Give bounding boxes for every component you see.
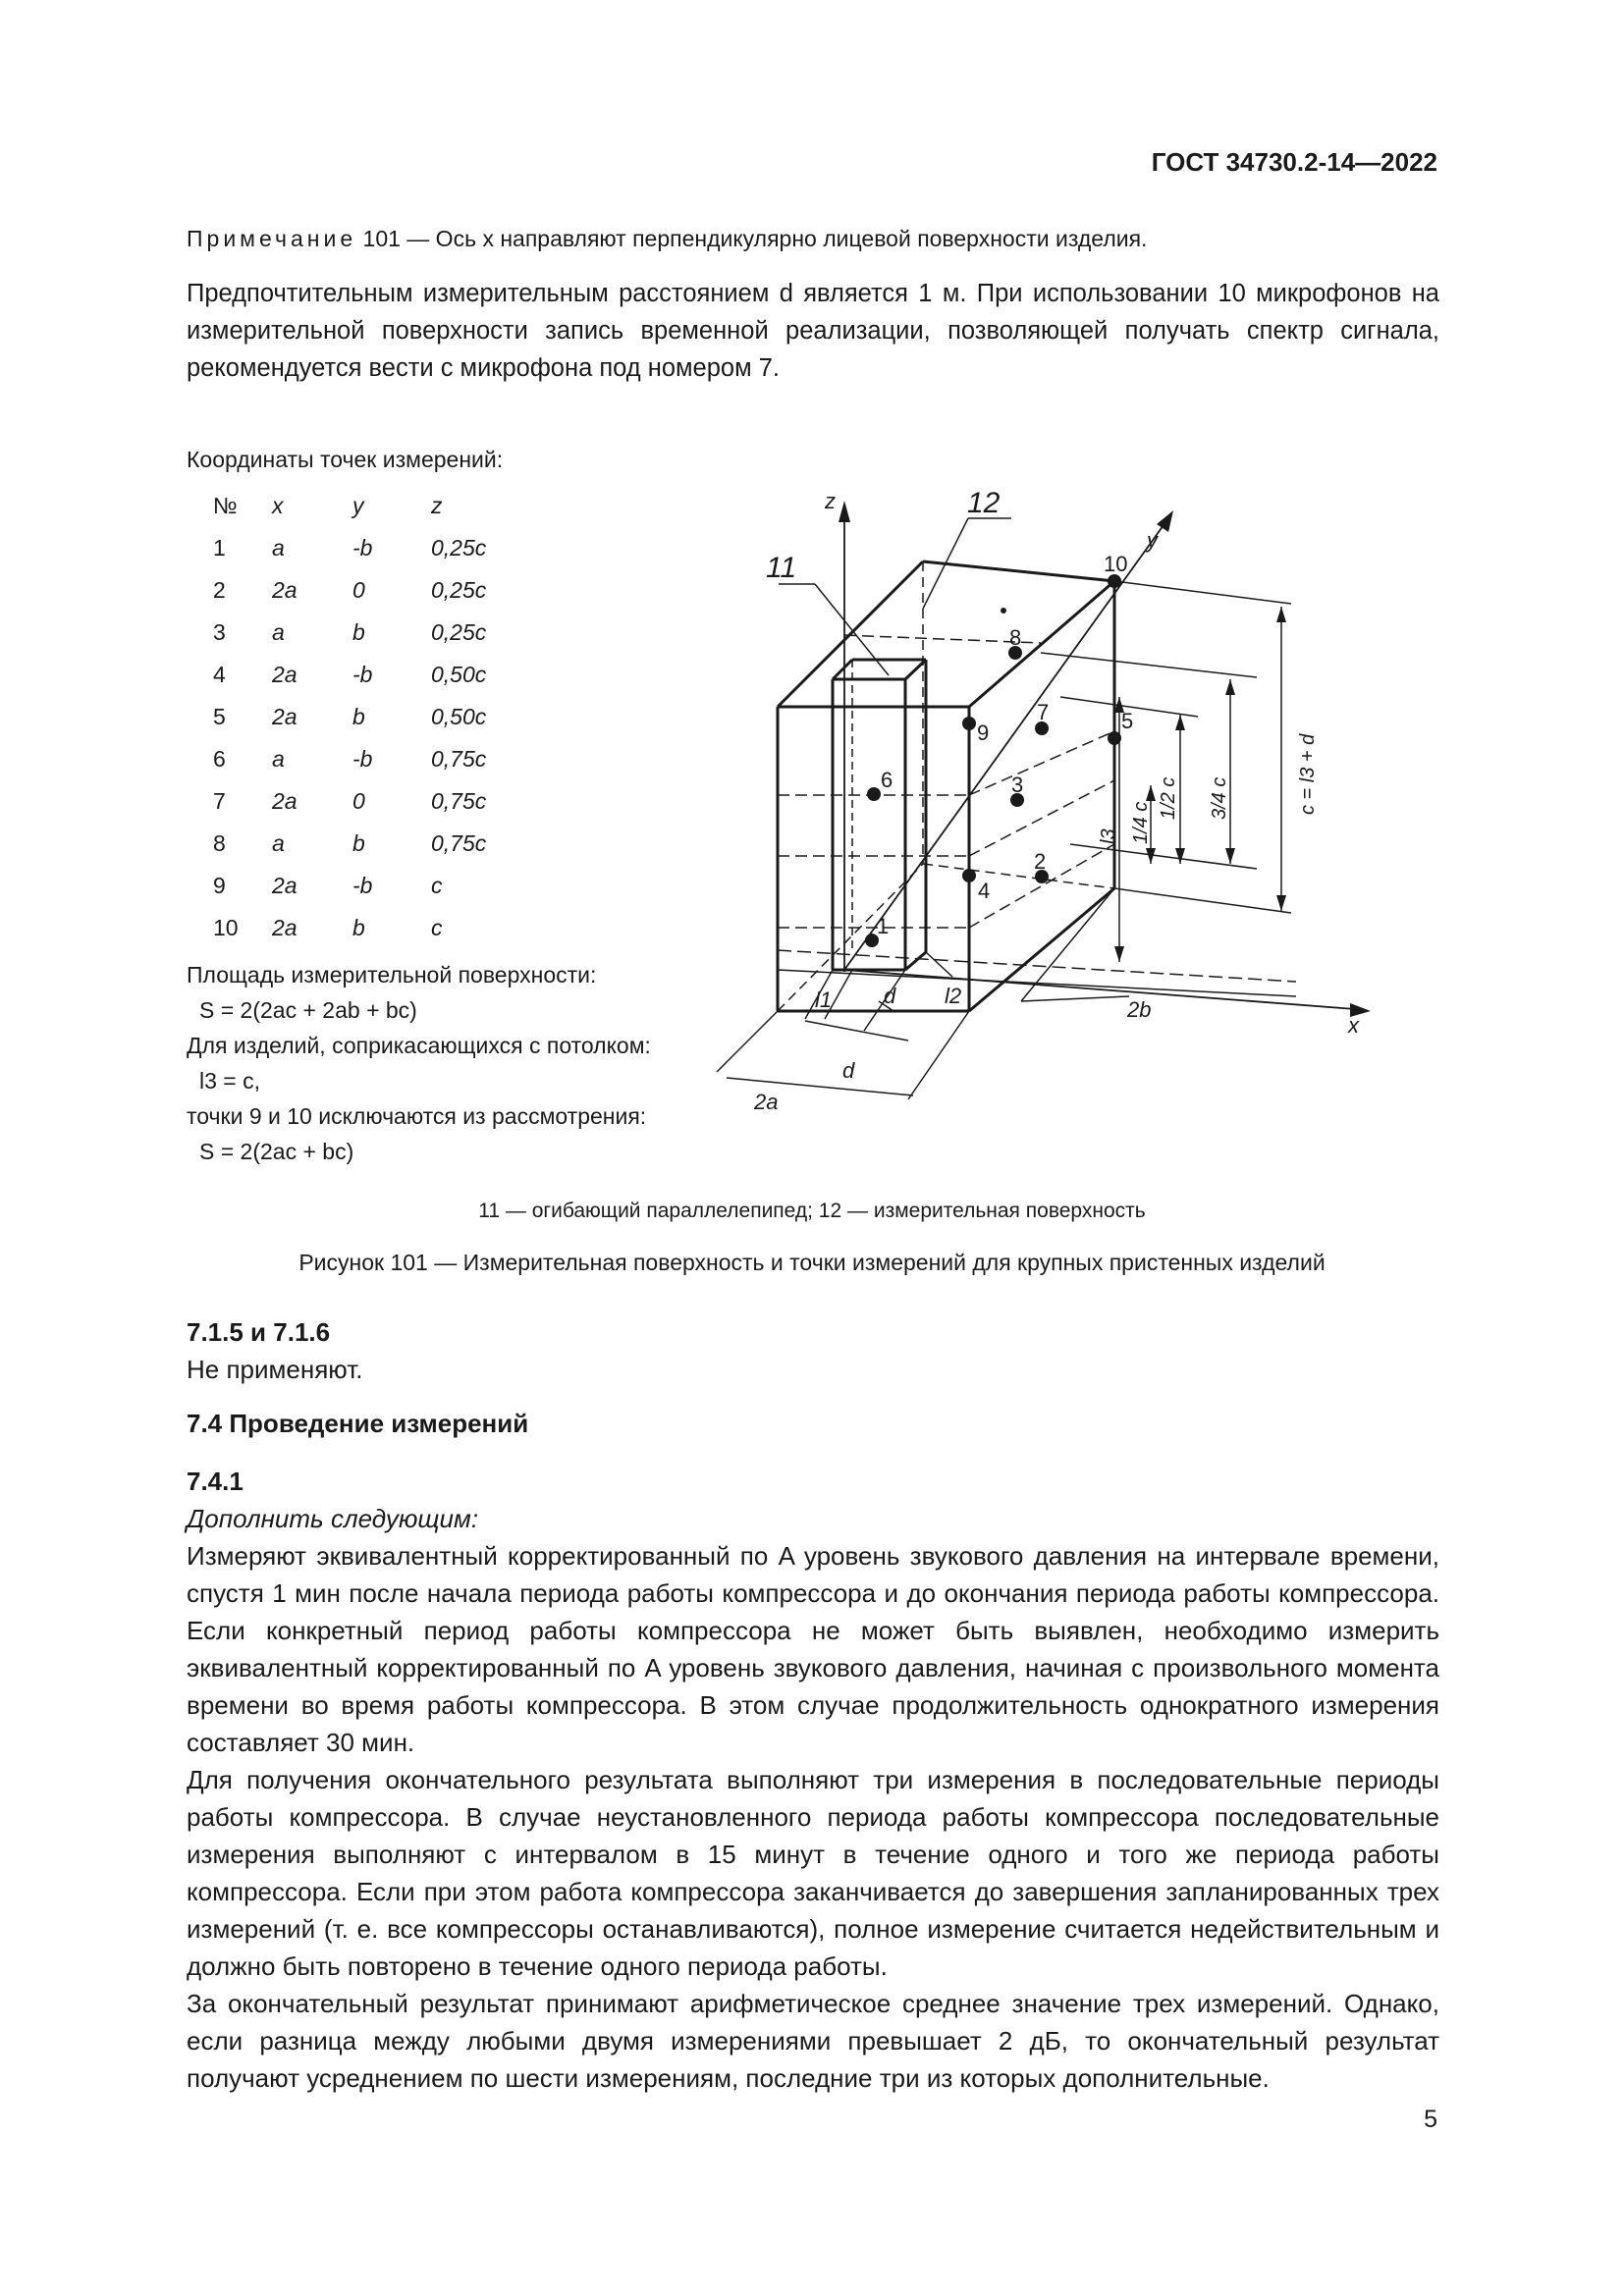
dim-l3-label: l3 xyxy=(1098,828,1119,844)
coordinates-row xyxy=(213,654,486,696)
coordinates-header-row xyxy=(213,485,486,527)
side-level-3q xyxy=(969,731,1114,795)
arrow-c-top xyxy=(1276,607,1286,622)
coordinates-cell: 3 xyxy=(213,619,226,645)
coordinates-cell: 2a xyxy=(272,915,298,940)
area-formula-1: S = 2(2ac + 2ab + bc) xyxy=(199,997,417,1023)
coordinates-cell: a xyxy=(272,535,285,561)
label-point-10: 10 xyxy=(1104,552,1128,576)
coordinates-cell: b xyxy=(352,619,365,645)
coordinates-cell: c xyxy=(431,915,443,940)
section-7-4-1 xyxy=(187,1463,1439,2097)
coordinates-row xyxy=(213,569,486,612)
y-axis-arrow xyxy=(1157,510,1173,532)
coordinates-cell: 2 xyxy=(213,577,226,603)
axis-x-label: x xyxy=(1348,1013,1359,1038)
axis-y-label: y xyxy=(1147,528,1158,553)
page-number: 5 xyxy=(1424,2106,1437,2133)
coordinates-cell: 0,25c xyxy=(431,535,487,561)
coordinates-cell: c xyxy=(431,873,443,898)
dim-2b-leader xyxy=(1021,996,1129,1001)
paragraph-preferred-distance: Предпочтительным измерительным расстоянием d является 1 м. При использовании 10 микрофонов на измерительной поверхности запись временной реализации, позволяющей получать спектр сигнала, рекомендуется вести с микрофона под номером 7. xyxy=(187,280,1439,382)
dim-quarter-label: 1/4 c xyxy=(1130,801,1152,844)
section-7-4-1-paragraph-1: Измеряют эквивалентный корректированный по A уровень звукового давления на интервале времени, спустя 1 мин после начала периода работы компрессора и до окончания периода работы компрессора. Если конкретный период работы компрессора не может быть выявлен, необходимо измерить эквивалентный корректированный по A уровень звукового давления, начиная с произвольного момента времени во время работы компрессора. В этом случае продолжительность однократного измерения составляет 30 мин. xyxy=(187,1541,1439,1757)
coordinates-cell: 0,75c xyxy=(431,830,487,856)
section-7-4-1-number: 7.4.1 xyxy=(187,1467,244,1496)
label-point-6: 6 xyxy=(881,768,893,792)
figure-legend: 11 — огибающий параллелепипед; 12 — измерительная поверхность xyxy=(478,1200,1146,1222)
coordinates-cell: 5 xyxy=(213,704,226,729)
point-6 xyxy=(867,787,881,801)
coordinates-cell: 7 xyxy=(213,788,226,814)
section-7-4-1-paragraph-2: Для получения окончательного результата выполняют три измерения в последовательные периоды работы компрессора. В случае неустановленного периода работы компрессора последовательные измерения выполняют с интервалом в 15 минут в течение одного и того же периода работы компрессора. Если при этом работа компрессора заканчивается до завершения запланированных трех измерений (т. е. все компрессоры останавливаются), полное измерение считается недействительным и должно быть повторено в течение одного периода работы. xyxy=(187,1765,1439,1981)
coordinates-row xyxy=(213,738,486,780)
hidden-bottom-back-edge xyxy=(923,864,1114,888)
point-5 xyxy=(1108,731,1121,745)
dim-l2-label: l2 xyxy=(945,984,962,1008)
box-bottom-right-edge xyxy=(969,888,1114,1011)
coordinates-cell: a xyxy=(272,619,285,645)
coordinates-row xyxy=(213,612,486,654)
arrow-half-top xyxy=(1175,715,1185,730)
coordinates-cell: -b xyxy=(352,662,373,687)
side-level-half xyxy=(969,780,1114,856)
dim-d-upper-label: d xyxy=(884,984,896,1008)
document-header: ГОСТ 34730.2-14—2022 xyxy=(1151,147,1437,177)
point-10 xyxy=(1108,574,1121,588)
arrow-c-bottom xyxy=(1276,895,1286,911)
coordinates-block xyxy=(187,447,503,949)
dim-2a-label: 2a xyxy=(754,1090,779,1114)
coordinates-cell: 0,50c xyxy=(431,704,487,729)
envelope-bottom-right xyxy=(905,952,926,970)
label-point-9: 9 xyxy=(977,721,990,745)
ext-3q xyxy=(1041,653,1257,677)
coordinates-header-cell: z xyxy=(431,493,443,518)
dim-c-label: c = l3 + d xyxy=(1297,733,1319,815)
area-formulas xyxy=(187,957,651,1169)
label-point-1: 1 xyxy=(877,914,890,938)
surface-marker-dot xyxy=(1001,608,1006,614)
area-title: Площадь измерительной поверхности: xyxy=(187,962,597,988)
dim-d-bottom-line xyxy=(805,1021,908,1041)
label-point-3: 3 xyxy=(1011,773,1024,797)
coordinates-title: Координаты точек измерений: xyxy=(187,447,504,472)
figure-caption: Рисунок 101 — Измерительная поверхность и точки измерений для крупных пристенных изделий xyxy=(298,1250,1326,1275)
section-7-1-5 xyxy=(187,1313,362,1388)
coordinates-cell: 10 xyxy=(213,915,239,940)
dim-2b-label: 2b xyxy=(1127,997,1152,1022)
coordinates-row xyxy=(213,865,486,907)
arrow-3q-top xyxy=(1225,679,1235,695)
coordinates-header-cell: y xyxy=(352,493,364,518)
section-7-4-1-intro: Дополнить следующим: xyxy=(187,1504,479,1533)
dim-l1-label: l1 xyxy=(815,988,833,1012)
coordinates-cell: 2a xyxy=(272,577,298,603)
arrow-l3-bottom xyxy=(1114,946,1124,962)
arrow-3q-bottom xyxy=(1225,848,1235,864)
measurement-surface-figure xyxy=(687,432,1394,1158)
coordinates-cell: b xyxy=(352,830,365,856)
axis-z-label: z xyxy=(825,489,836,513)
note-label: Примечание xyxy=(187,226,357,251)
box-top-right-edge xyxy=(969,581,1114,707)
section-7-1-5-text: Не применяют. xyxy=(187,1355,363,1384)
coordinates-row xyxy=(213,527,486,569)
ceiling-title: Для изделий, соприкасающихся с потолком: xyxy=(187,1033,651,1058)
dim-three-quarter-label: 3/4 c xyxy=(1209,776,1230,820)
coordinates-header-cell: № xyxy=(213,493,238,518)
coordinates-cell: 0,75c xyxy=(431,788,487,814)
l3-formula: l3 = c, xyxy=(199,1068,261,1094)
note-text: 101 — Ось x направляют перпендикулярно лицевой поверхности изделия. xyxy=(356,226,1148,251)
ext-2a-left xyxy=(717,1011,778,1072)
coordinates-cell: b xyxy=(352,915,365,940)
coordinates-cell: b xyxy=(352,704,365,729)
coordinates-cell: 0,50c xyxy=(431,662,487,687)
exclusion-text: точки 9 и 10 исключаются из рассмотрения: xyxy=(187,1103,647,1129)
coordinates-cell: 0 xyxy=(352,577,365,603)
coordinates-row xyxy=(213,907,486,949)
label-point-8: 8 xyxy=(1009,625,1022,650)
coordinates-cell: 6 xyxy=(213,746,226,772)
coordinates-cell: 8 xyxy=(213,830,226,856)
coordinates-header-cell: x xyxy=(272,493,284,518)
ext-2a-right xyxy=(908,1011,969,1099)
label-11: 11 xyxy=(766,552,797,584)
coordinates-cell: 0,25c xyxy=(431,619,487,645)
label-12: 12 xyxy=(967,487,1001,519)
coordinates-row xyxy=(213,780,486,823)
section-7-4-1-paragraph-3: За окончательный результат принимают арифметическое среднее значение трех измерений. Однако, если разница между любыми двумя измерениями превышает 2 дБ, то окончательный результат получают усреднением по шести измерениям, последние три из которых дополнительные. xyxy=(187,1989,1439,2093)
box-top-left-edge xyxy=(778,561,923,707)
coordinates-cell: 0 xyxy=(352,788,365,814)
coordinates-cell: 1 xyxy=(213,535,226,561)
coordinates-cell: -b xyxy=(352,873,373,898)
coordinates-row xyxy=(213,823,486,865)
coordinates-cell: a xyxy=(272,746,285,772)
coordinates-cell: 2a xyxy=(272,788,298,814)
point-9 xyxy=(962,717,976,730)
ext-bottom xyxy=(1114,888,1291,913)
z-axis-arrow xyxy=(839,501,850,522)
coordinates-cell: 0,75c xyxy=(431,746,487,772)
point-4 xyxy=(962,869,976,882)
x-axis xyxy=(844,970,1355,1009)
label-point-5: 5 xyxy=(1121,709,1134,733)
dim-half-label: 1/2 c xyxy=(1158,776,1179,820)
ext-top xyxy=(1114,581,1291,604)
coordinates-cell: 2a xyxy=(272,873,298,898)
leader-l2 xyxy=(926,952,952,977)
section-7-1-5-number: 7.1.5 и 7.1.6 xyxy=(187,1317,331,1347)
arrow-quarter-top xyxy=(1146,785,1156,801)
note xyxy=(187,226,1438,252)
coordinates-cell: -b xyxy=(352,535,373,561)
coordinates-cell: a xyxy=(272,830,285,856)
coordinates-table xyxy=(213,485,486,949)
hidden-bottom-left-edge xyxy=(778,864,923,1011)
box-top-back-edge xyxy=(923,561,1114,581)
envelope-top-left xyxy=(833,660,852,679)
label-point-7: 7 xyxy=(1037,700,1050,724)
coordinates-cell: -b xyxy=(352,746,373,772)
coordinates-cell: 2a xyxy=(272,662,298,687)
area-formula-2: S = 2(2ac + bc) xyxy=(199,1139,354,1164)
dim-d-lower-label: d xyxy=(842,1058,855,1083)
coordinates-row xyxy=(213,696,486,738)
label-point-2: 2 xyxy=(1034,849,1047,874)
section-7-4-heading: 7.4 Проведение измерений xyxy=(187,1409,529,1438)
coordinates-cell: 9 xyxy=(213,873,226,898)
coordinates-cell: 4 xyxy=(213,662,226,687)
coordinates-cell: 0,25c xyxy=(431,577,487,603)
label-point-4: 4 xyxy=(978,879,991,903)
arrow-half-bottom xyxy=(1175,848,1185,864)
coordinates-cell: 2a xyxy=(272,704,298,729)
